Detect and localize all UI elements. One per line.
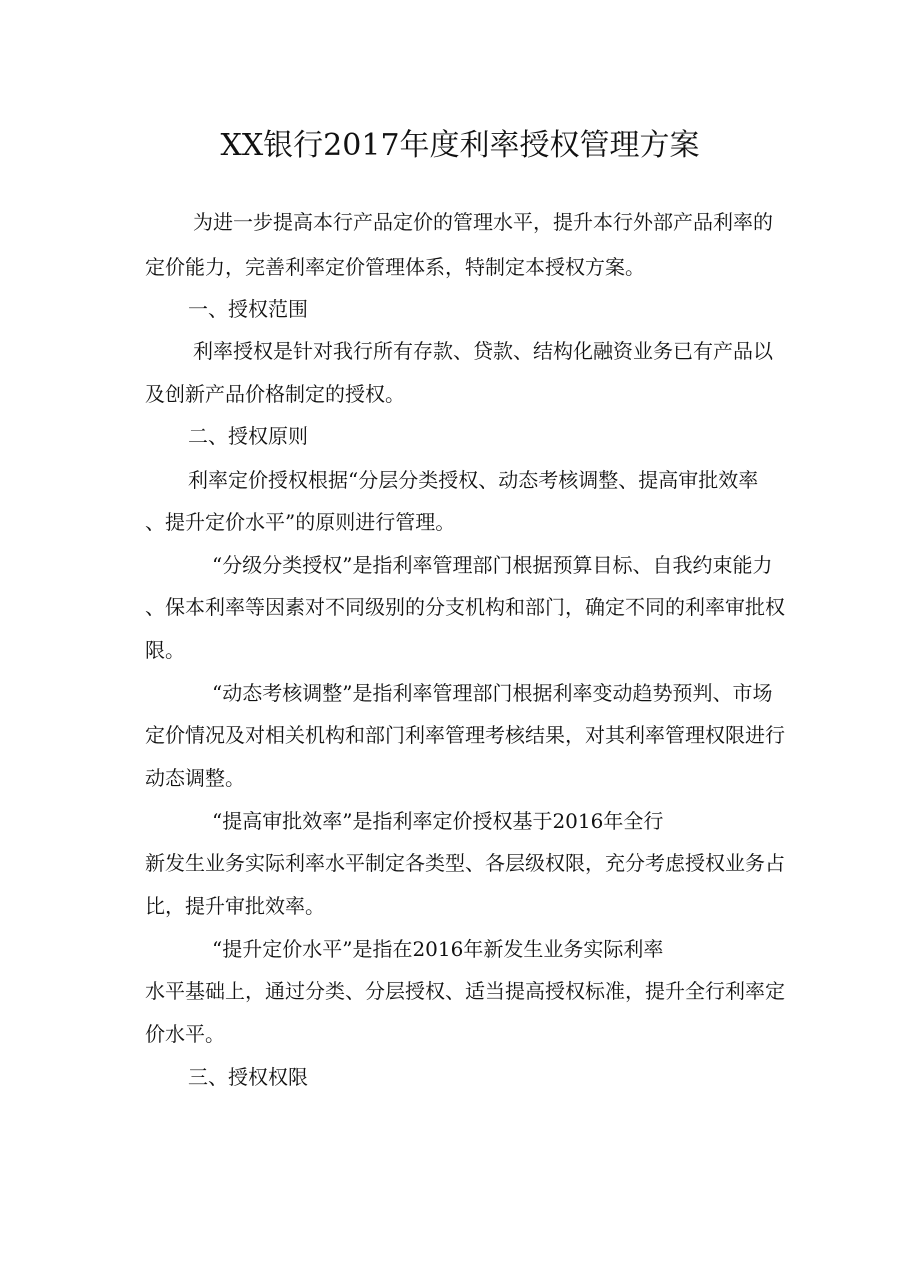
section-heading: 二、授权原则 <box>188 424 308 448</box>
paragraph-line: 定价情况及对相关机构和部门利率管理考核结果，对其利率管理权限进行 <box>145 723 785 747</box>
paragraph-line: 比，提升审批效率。 <box>145 894 325 918</box>
paragraph-line: “分级分类授权”是指利率管理部门根据预算目标、自我约束能力 <box>212 553 773 577</box>
paragraph-line: 利率定价授权根据“分层分类授权、动态考核调整、提高审批效率 <box>188 468 759 492</box>
paragraph-line: 限。 <box>145 638 185 662</box>
paragraph-line: 水平基础上，通过分类、分层授权、适当提高授权标准，提升全行利率定 <box>145 979 785 1003</box>
paragraph-line: “提升定价水平”是指在2016年新发生业务实际利率 <box>212 937 664 961</box>
paragraph-line: 价水平。 <box>145 1022 225 1046</box>
paragraph-line: 、提升定价水平”的原则进行管理。 <box>145 510 456 534</box>
document-title: XX银行2017年度利率授权管理方案 <box>220 128 700 163</box>
paragraph-line: 动态调整。 <box>145 766 245 790</box>
section-heading: 三、授权权限 <box>188 1065 308 1089</box>
section-heading: 一、授权范围 <box>188 297 308 321</box>
paragraph-line: 新发生业务实际利率水平制定各类型、各层级权限，充分考虑授权业务占 <box>145 851 785 875</box>
paragraph-line: 、保本利率等因素对不同级别的分支机构和部门，确定不同的利率审批权 <box>145 595 785 619</box>
paragraph-line: 及创新产品价格制定的授权。 <box>145 382 405 406</box>
paragraph-line: “动态考核调整”是指利率管理部门根据利率变动趋势预判、市场 <box>212 681 773 705</box>
paragraph-line: “提高审批效率”是指利率定价授权基于2016年全行 <box>212 809 664 833</box>
paragraph-line: 定价能力，完善利率定价管理体系，特制定本授权方案。 <box>145 255 645 279</box>
paragraph-line: 利率授权是针对我行所有存款、贷款、结构化融资业务已有产品以 <box>193 339 773 363</box>
paragraph-line: 为进一步提高本行产品定价的管理水平，提升本行外部产品利率的 <box>193 210 773 234</box>
